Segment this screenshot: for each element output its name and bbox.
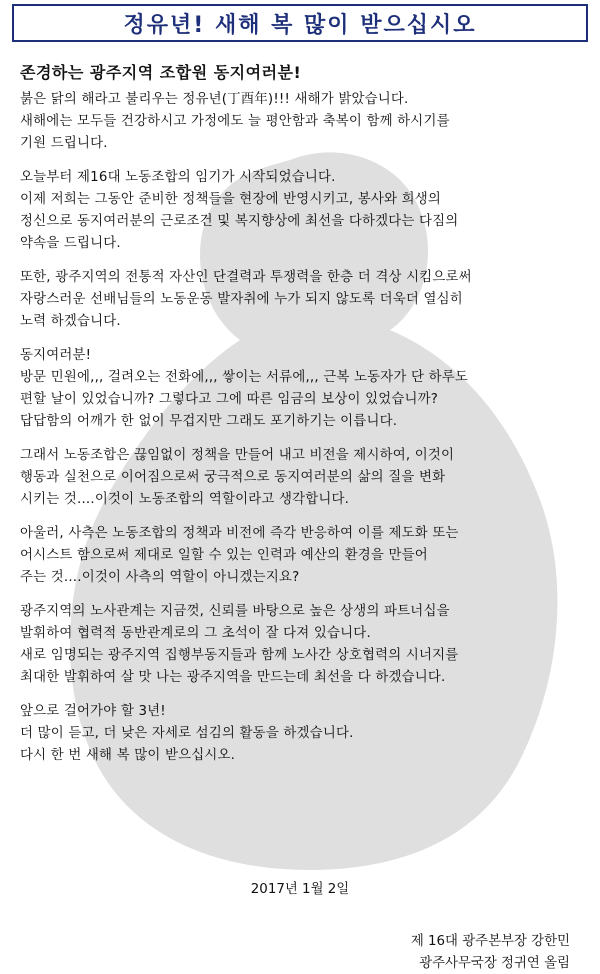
text-line: 동지여러분! <box>20 348 92 363</box>
letter-body <box>20 60 580 779</box>
text-line: 새로 임명되는 광주지역 집행부동지들과 함께 노사간 상호협력의 시너지를 <box>20 648 459 663</box>
paragraph-2 <box>20 167 580 255</box>
text-line: 답답함의 어깨가 한 없이 무겁지만 그래도 포기하기는 이릅니다. <box>20 414 398 429</box>
text-line: 노력 하겠습니다. <box>20 314 121 329</box>
text-line: 또한, 광주지역의 전통적 자산인 단결력과 투쟁력을 한층 더 격상 시킴으로써 <box>20 270 472 285</box>
text-line: 기원 드립니다. <box>20 136 108 151</box>
greeting: 존경하는 광주지역 조합원 동지여러분! <box>20 63 302 82</box>
text-line: 최대한 발휘하여 살 맛 나는 광주지역을 만드는데 최선을 다 하겠습니다. <box>20 670 446 685</box>
text-line: 붉은 닭의 해라고 불리우는 정유년(丁酉年)!!! 새해가 밝았습니다. <box>20 92 409 107</box>
paragraph-7 <box>20 601 580 689</box>
text-line: 그래서 노동조합은 끊임없이 정책을 만들어 내고 비전을 제시하여, 이것이 <box>20 448 455 463</box>
text-line: 방문 민원에,,, 걸려오는 전화에,,, 쌓이는 서류에,,, 근복 노동자가 단 하루도 <box>20 370 469 385</box>
text-line: 어시스트 함으로써 제대로 일할 수 있는 인력과 예산의 환경을 만들어 <box>20 548 428 563</box>
paragraph-4 <box>20 345 580 433</box>
paragraph-8 <box>20 701 580 767</box>
text-line: 약속을 드립니다. <box>20 236 121 251</box>
signature-line-1: 제 16대 광주본부장 강한민 <box>410 934 570 949</box>
paragraph-5 <box>20 445 580 511</box>
text-line: 이제 저희는 그동안 준비한 정책들을 현장에 반영시키고, 봉사와 희생의 <box>20 192 442 207</box>
text-line: 정신으로 동지여러분의 근로조건 및 복지향상에 최선을 다하겠다는 다짐의 <box>20 214 459 229</box>
signature-line-2: 광주사무국장 정귀연 올림 <box>419 956 570 971</box>
text-line: 앞으로 걸어가야 할 3년! <box>20 704 166 719</box>
paragraph-3 <box>20 267 580 333</box>
paragraph-6 <box>20 523 580 589</box>
paragraph-1 <box>20 89 580 155</box>
text-line: 행동과 실천으로 이어짐으로써 궁극적으로 동지여러분의 삶의 질을 변화 <box>20 470 446 485</box>
text-line: 편할 날이 있었습니까? 그렇다고 그에 따른 임금의 보상이 있었습니까? <box>20 392 439 407</box>
page-title: 정유년! 새해 복 많이 받으십시오 <box>123 12 477 38</box>
text-line: 더 많이 듣고, 더 낮은 자세로 섬김의 활동을 하겠습니다. <box>20 726 354 741</box>
text-line: 새해에는 모두들 건강하시고 가정에도 늘 평안함과 축복이 함께 하시기를 <box>20 114 450 129</box>
text-line: 아울러, 사측은 노동조합의 정책과 비전에 즉각 반응하여 이를 제도화 또는 <box>20 526 459 541</box>
text-line: 광주지역의 노사관계는 지금껏, 신뢰를 바탕으로 높은 상생의 파트너십을 <box>20 604 450 619</box>
text-line: 시키는 것....이것이 노동조합의 역할이라고 생각합니다. <box>20 492 350 507</box>
text-line: 자랑스러운 선배님들의 노동운동 발자취에 누가 되지 않도록 더욱더 열심히 <box>20 292 463 307</box>
letter-date: 2017년 1월 2일 <box>250 882 350 897</box>
title-banner <box>12 4 588 42</box>
text-line: 오늘부터 제16대 노동조합의 임기가 시작되었습니다. <box>20 170 336 185</box>
text-line: 발휘하여 협력적 동반관계로의 그 초석이 잘 다져 있습니다. <box>20 626 371 641</box>
text-line: 주는 것....이것이 사측의 역할이 아니겠는지요? <box>20 570 300 585</box>
text-line: 다시 한 번 새해 복 많이 받으십시오. <box>20 748 236 763</box>
